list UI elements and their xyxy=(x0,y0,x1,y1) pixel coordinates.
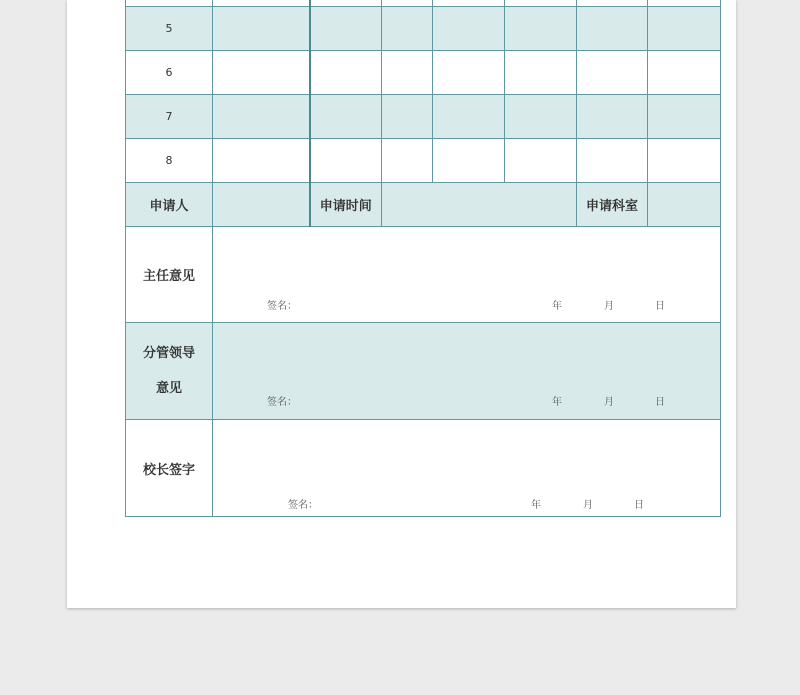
director-opinion-field[interactable] xyxy=(213,227,721,323)
row-number: 8 xyxy=(126,139,213,183)
day-label: 日 xyxy=(634,500,644,511)
leader-opinion-label-line1: 分管领导 xyxy=(142,346,195,361)
month-label: 月 xyxy=(604,301,614,312)
year-label: 年 xyxy=(552,397,562,408)
director-opinion-row xyxy=(126,227,721,323)
applicant-row xyxy=(126,183,721,227)
year-label: 年 xyxy=(552,301,562,312)
leader-opinion-field[interactable] xyxy=(213,323,721,420)
signature-label: 签名： xyxy=(267,397,297,408)
month-label: 月 xyxy=(583,500,593,511)
row-number: 5 xyxy=(126,7,213,51)
director-opinion-label: 主任意见 xyxy=(126,227,213,323)
principal-sign-field[interactable] xyxy=(213,420,721,517)
applicant-label: 申请人 xyxy=(126,183,213,227)
day-label: 日 xyxy=(655,301,665,312)
signature-label: 签名： xyxy=(288,500,318,511)
document-page xyxy=(67,0,736,608)
table-row xyxy=(126,51,721,95)
principal-sign-row xyxy=(126,420,721,517)
leader-opinion-label xyxy=(126,323,213,420)
table-row xyxy=(126,7,721,51)
day-label: 日 xyxy=(655,397,665,408)
table-row xyxy=(126,95,721,139)
apply-time-label: 申请时间 xyxy=(310,183,382,227)
application-form-table xyxy=(125,0,721,517)
apply-time-field[interactable] xyxy=(382,183,577,227)
leader-opinion-row xyxy=(126,323,721,420)
principal-sign-label: 校长签字 xyxy=(126,420,213,517)
year-label: 年 xyxy=(531,500,541,511)
apply-dept-label: 申请科室 xyxy=(577,183,648,227)
row-number: 7 xyxy=(126,95,213,139)
applicant-field[interactable] xyxy=(213,183,310,227)
month-label: 月 xyxy=(604,397,614,408)
table-row xyxy=(126,139,721,183)
leader-opinion-label-line2: 意见 xyxy=(155,381,182,396)
signature-label: 签名： xyxy=(267,301,297,312)
apply-dept-field[interactable] xyxy=(648,183,721,227)
row-number: 6 xyxy=(126,51,213,95)
